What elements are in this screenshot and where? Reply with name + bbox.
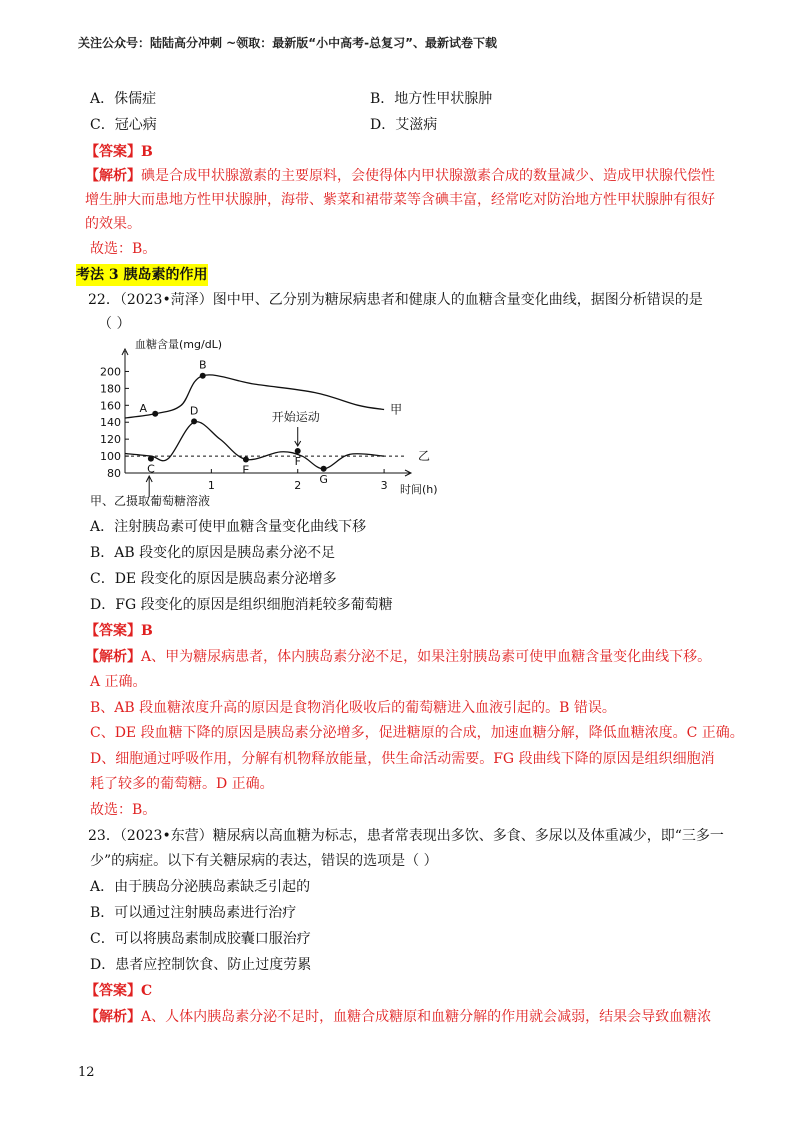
q21-option-b: B．地方性甲状腺肿 bbox=[370, 91, 493, 107]
q21-analysis-line1 bbox=[85, 165, 715, 187]
point-label-a: A bbox=[139, 401, 147, 415]
x-tick-label: 2 bbox=[294, 479, 302, 492]
q23-analysis-text1: A、人体内胰岛素分泌不足时，血糖合成糖原和血糖分解的作用就会减弱，结果会导致血糖浓 bbox=[141, 1009, 712, 1025]
q22-answer: 【答案】B bbox=[85, 623, 153, 639]
point-f bbox=[295, 448, 301, 454]
intake-annotation: 甲、乙摄取葡萄糖溶液 bbox=[90, 494, 211, 508]
q22-analysis-text0: A、甲为糖尿病患者，体内胰岛素分泌不足，如果注射胰岛素可使甲血糖含量变化曲线下移。 bbox=[141, 649, 712, 665]
exercise-annotation: 开始运动 bbox=[271, 410, 320, 424]
series-label-jia: 甲 bbox=[390, 402, 403, 417]
x-axis-label: 时间(h) bbox=[400, 483, 438, 496]
q21-option-d: D．艾滋病 bbox=[370, 117, 438, 133]
reference-line-label: 乙 bbox=[418, 449, 431, 464]
point-label-e: E bbox=[242, 463, 250, 477]
y-tick-label: 80 bbox=[107, 467, 121, 480]
q22-analysis-line3: B、AB 段血糖浓度升高的原因是食物消化吸收后的葡萄糖进入血液引起的。B 错误。 bbox=[90, 700, 616, 716]
y-tick-label: 120 bbox=[100, 433, 121, 447]
q21-analysis-line2: 增生肿大而患地方性甲状腺肿，海带、紫菜和裙带菜等含碘丰富，经常吃对防治地方性甲状腺肿有很好 bbox=[85, 192, 715, 208]
q22-stem-line2: （ ） bbox=[98, 316, 131, 332]
q21-option-c: C．冠心病 bbox=[90, 117, 157, 133]
point-label-f: F bbox=[294, 455, 301, 468]
y-tick-label: 140 bbox=[100, 416, 121, 430]
page-number: 12 bbox=[78, 1065, 95, 1080]
point-b bbox=[200, 373, 206, 379]
point-label-g: G bbox=[319, 472, 328, 486]
q22-analysis-line1 bbox=[85, 646, 711, 668]
q23-option-c: C．可以将胰岛素制成胶囊口服治疗 bbox=[90, 931, 311, 947]
page-header: 关注公众号：陆陆高分冲刺 ~领取：最新版“小中高考-总复习”、最新试卷下载 bbox=[78, 36, 497, 50]
point-a bbox=[152, 411, 158, 417]
q21-conclusion: 故选：B。 bbox=[90, 241, 157, 257]
q22-analysis-label: 【解析】 bbox=[85, 649, 141, 665]
section-title: 考法 3 胰岛素的作用 bbox=[76, 264, 208, 286]
q22-option-b: B．AB 段变化的原因是胰岛素分泌不足 bbox=[90, 545, 336, 561]
q21-analysis-label: 【解析】 bbox=[85, 168, 141, 184]
q23-option-d: D．患者应控制饮食、防止过度劳累 bbox=[90, 957, 312, 973]
point-label-c: C bbox=[147, 462, 155, 476]
q22-analysis-line2: A 正确。 bbox=[90, 674, 147, 690]
q23-option-a: A．由于胰岛分泌胰岛素缺乏引起的 bbox=[90, 879, 311, 895]
q22-analysis-line6: 耗了较多的葡萄糖。D 正确。 bbox=[90, 776, 274, 792]
series-line-yi bbox=[125, 422, 384, 469]
y-tick-label: 200 bbox=[100, 365, 121, 379]
q21-analysis-text1: 碘是合成甲状腺激素的主要原料，会使得体内甲状腺激素合成的数量减少、造成甲状腺代偿性 bbox=[141, 168, 715, 184]
point-d bbox=[191, 418, 197, 424]
y-tick-label: 100 bbox=[100, 450, 121, 464]
y-tick-label: 160 bbox=[100, 399, 121, 413]
blood-sugar-chart bbox=[90, 335, 470, 510]
q23-option-b: B．可以通过注射胰岛素进行治疗 bbox=[90, 905, 297, 921]
q23-stem-line1: 23．（2023•东营）糖尿病以高血糖为标志，患者常表现出多饮、多食、多尿以及体重减少，即“三多一 bbox=[88, 828, 724, 844]
q22-option-d: D．FG 段变化的原因是组织细胞消耗较多葡萄糖 bbox=[90, 597, 393, 613]
x-tick-label: 1 bbox=[207, 479, 215, 492]
q23-analysis-label: 【解析】 bbox=[85, 1009, 141, 1025]
point-e bbox=[243, 456, 249, 462]
q23-analysis-line1 bbox=[85, 1006, 711, 1028]
y-tick-label: 180 bbox=[100, 382, 121, 396]
q22-analysis-line5: D、细胞通过呼吸作用，分解有机物释放能量，供生命活动需要。FG 段曲线下降的原因是组织细胞消 bbox=[90, 751, 715, 767]
series-line-jia bbox=[125, 375, 384, 418]
q21-answer: 【答案】B bbox=[85, 144, 153, 160]
q23-stem-line2: 少”的病症。以下有关糖尿病的表达，错误的选项是（ ） bbox=[90, 853, 438, 869]
q22-option-a: A．注射胰岛素可使甲血糖含量变化曲线下移 bbox=[90, 519, 367, 535]
q23-answer: 【答案】C bbox=[85, 983, 153, 999]
x-tick-label: 3 bbox=[380, 479, 388, 492]
q22-option-c: C．DE 段变化的原因是胰岛素分泌增多 bbox=[90, 571, 337, 587]
point-label-b: B bbox=[198, 358, 207, 372]
point-g bbox=[321, 466, 327, 472]
point-c bbox=[148, 456, 154, 462]
q22-stem-line1: 22．（2023•菏泽）图中甲、乙分别为糖尿病患者和健康人的血糖含量变化曲线，据图分析错误的是 bbox=[88, 292, 703, 308]
q21-option-a: A．侏儒症 bbox=[90, 91, 157, 107]
q22-analysis-line4: C、DE 段血糖下降的原因是胰岛素分泌增多，促进糖原的合成，加速血糖分解，降低血糖浓度。C 正确。 bbox=[90, 725, 744, 741]
point-label-d: D bbox=[189, 404, 199, 418]
q21-analysis-line3: 的效果。 bbox=[85, 216, 141, 232]
q22-conclusion: 故选：B。 bbox=[90, 802, 157, 818]
y-axis-label: 血糖含量(mg/dL) bbox=[135, 338, 223, 351]
